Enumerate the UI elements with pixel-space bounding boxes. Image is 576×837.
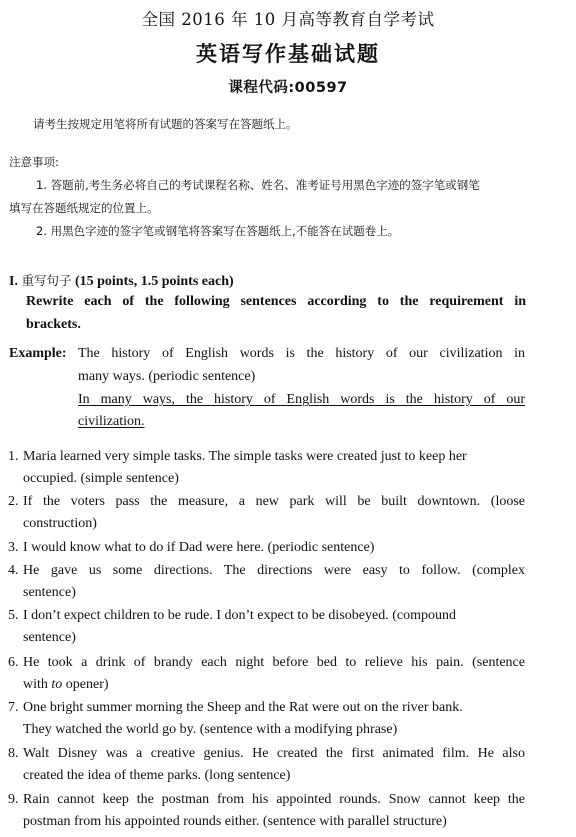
question-number: 8. bbox=[8, 746, 19, 761]
question-8-line-2: created the idea of theme parks. (long sentence) bbox=[23, 768, 291, 783]
section-number: I. bbox=[9, 274, 18, 289]
paper-title: 英语写作基础试题 bbox=[196, 42, 380, 66]
question-5-line-1: I don’t expect children to be rude. I don’t expect to be disobeyed. (compound bbox=[23, 608, 456, 623]
note-item-1-line-2: 填写在答题纸规定的位置上。 bbox=[9, 201, 159, 215]
question-number: 2. bbox=[8, 494, 19, 509]
question-7-line-2: They watched the world go by. (sentence with a modifying phrase) bbox=[23, 722, 398, 737]
example-answer-line-1: In many ways, the history of English words is the history of our bbox=[78, 392, 525, 407]
example-label: Example: bbox=[9, 346, 67, 361]
question-4-line-1: He gave us some directions. The directions were easy to follow. (complex bbox=[23, 563, 525, 578]
question-9-line-2: postman from his appointed rounds either. (sentence with parallel structure) bbox=[23, 814, 447, 829]
question-number: 7. bbox=[8, 700, 19, 715]
question-1-line-1: Maria learned very simple tasks. The simple tasks were created just to keep her bbox=[23, 449, 467, 464]
question-1-line-2: occupied. (simple sentence) bbox=[23, 471, 179, 486]
example-line-2: many ways. (periodic sentence) bbox=[78, 369, 256, 384]
question-number: 9. bbox=[8, 792, 19, 807]
question-number: 3. bbox=[8, 540, 19, 555]
section-points: (15 points, 1.5 points each) bbox=[74, 274, 234, 289]
notes-heading: 注意事项: bbox=[9, 155, 59, 169]
question-4-line-2: sentence) bbox=[23, 585, 76, 600]
general-instruction: 请考生按规定用笔将所有试题的答案写在答题纸上。 bbox=[33, 117, 298, 131]
question-7-line-1: One bright summer morning the Sheep and the Rat were out on the river bank. bbox=[23, 700, 463, 715]
note-item-1-line-1: 1. 答题前,考生务必将自己的考试课程名称、姓名、准考证号用黑色字迹的签字笔或钢笔 bbox=[36, 178, 480, 192]
question-number: 6. bbox=[8, 655, 19, 670]
question-2-line-2: construction) bbox=[23, 516, 97, 531]
question-9-line-1: Rain cannot keep the postman from his appointed rounds. Snow cannot keep the bbox=[23, 792, 525, 807]
example-answer-line-2: civilization. bbox=[78, 414, 145, 429]
question-number: 1. bbox=[8, 449, 19, 464]
question-5-line-2: sentence) bbox=[23, 630, 76, 645]
example-line-1: The history of English words is the history of our civilization in bbox=[78, 346, 525, 361]
section-instruction-line-2: brackets. bbox=[26, 317, 81, 332]
section-cn-title: 重写句子 bbox=[21, 273, 72, 288]
exam-title: 全国 2016 年 10 月高等教育自学考试 bbox=[141, 10, 435, 29]
section-instruction-line-1: Rewrite each of the following sentences according to the requirement in bbox=[26, 294, 526, 309]
note-item-2: 2. 用黑色字迹的签字笔或钢笔将答案写在答题纸上,不能答在试题卷上。 bbox=[36, 224, 400, 238]
question-number: 4. bbox=[8, 563, 19, 578]
question-number: 5. bbox=[8, 608, 19, 623]
question-2-line-1: If the voters pass the measure, a new park will be built downtown. (loose bbox=[23, 494, 525, 509]
question-8-line-1: Walt Disney was a creative genius. He created the first animated film. He also bbox=[23, 746, 525, 761]
question-6-line-1: He took a drink of brandy each night before bed to relieve his pain. (sentence bbox=[23, 655, 525, 670]
question-6-line-2: with to opener) bbox=[23, 677, 109, 692]
section-heading bbox=[9, 271, 234, 290]
question-3-line-1: I would know what to do if Dad were here. (periodic sentence) bbox=[23, 540, 375, 555]
course-code: 课程代码:00597 bbox=[228, 80, 348, 96]
